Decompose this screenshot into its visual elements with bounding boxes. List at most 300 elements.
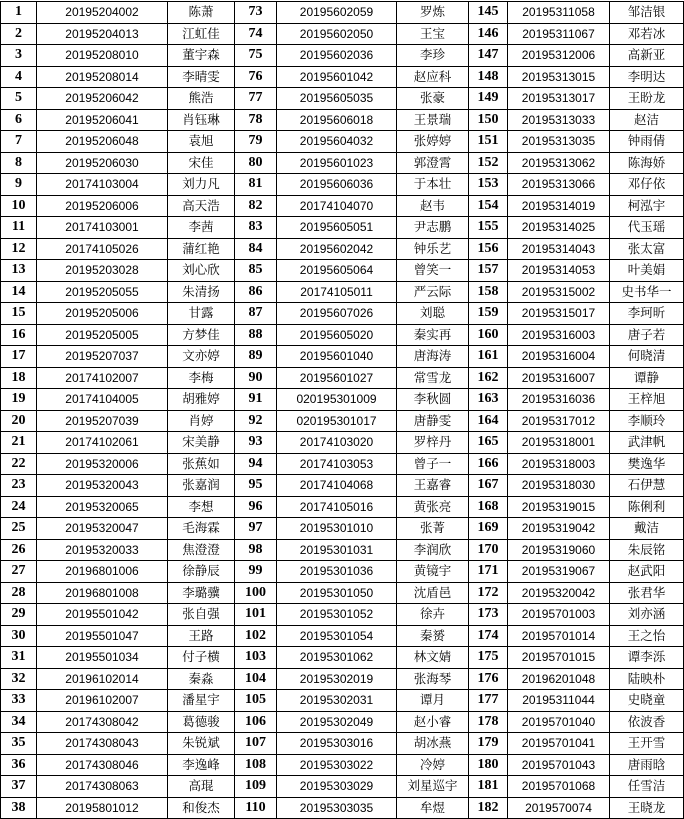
student-id: 20195320033 — [37, 539, 168, 561]
student-id: 20195501042 — [37, 604, 168, 626]
row-number: 179 — [469, 733, 508, 755]
student-name: 刘聪 — [397, 303, 469, 325]
student-id: 20195311044 — [508, 690, 610, 712]
student-id: 20174103053 — [277, 453, 397, 475]
table-row — [1, 410, 684, 432]
row-number: 155 — [469, 217, 508, 239]
student-id: 20195301062 — [277, 647, 397, 669]
student-name: 秦赟 — [397, 625, 469, 647]
row-number: 148 — [469, 66, 508, 88]
student-name: 史书华一 — [610, 281, 684, 303]
table-row — [1, 45, 684, 67]
table-row — [1, 733, 684, 755]
table-row — [1, 346, 684, 368]
student-id: 20195206048 — [37, 131, 168, 153]
student-id: 20195205005 — [37, 324, 168, 346]
table-row — [1, 539, 684, 561]
table-row — [1, 66, 684, 88]
student-id: 20195319042 — [508, 518, 610, 540]
row-number: 160 — [469, 324, 508, 346]
student-name: 李逸峰 — [168, 754, 235, 776]
table-row — [1, 260, 684, 282]
row-number: 28 — [1, 582, 37, 604]
student-id: 20195602036 — [277, 45, 397, 67]
student-id: 20195301052 — [277, 604, 397, 626]
row-number: 8 — [1, 152, 37, 174]
row-number: 84 — [235, 238, 277, 260]
student-name: 钟雨倩 — [610, 131, 684, 153]
student-name: 唐静雯 — [397, 410, 469, 432]
row-number: 10 — [1, 195, 37, 217]
student-id: 20195203028 — [37, 260, 168, 282]
table-row — [1, 604, 684, 626]
row-number: 162 — [469, 367, 508, 389]
table-row — [1, 174, 684, 196]
student-id: 20195320065 — [37, 496, 168, 518]
student-id: 20195318001 — [508, 432, 610, 454]
row-number: 147 — [469, 45, 508, 67]
student-id: 20174103020 — [277, 432, 397, 454]
student-name: 张嘉润 — [168, 475, 235, 497]
row-number: 12 — [1, 238, 37, 260]
student-name: 袁旭 — [168, 131, 235, 153]
student-name: 黄张亮 — [397, 496, 469, 518]
row-number: 172 — [469, 582, 508, 604]
row-number: 6 — [1, 109, 37, 131]
row-number: 166 — [469, 453, 508, 475]
row-number: 159 — [469, 303, 508, 325]
student-name: 唐子若 — [610, 324, 684, 346]
student-name: 高新亚 — [610, 45, 684, 67]
student-name: 胡冰燕 — [397, 733, 469, 755]
student-id: 20196801008 — [37, 582, 168, 604]
student-id: 20195319067 — [508, 561, 610, 583]
student-name: 王嘉睿 — [397, 475, 469, 497]
row-number: 153 — [469, 174, 508, 196]
student-id: 20195602059 — [277, 2, 397, 24]
row-number: 30 — [1, 625, 37, 647]
student-name: 王梓旭 — [610, 389, 684, 411]
table-row — [1, 131, 684, 153]
row-number: 176 — [469, 668, 508, 690]
student-id: 20195313062 — [508, 152, 610, 174]
student-id: 20195313035 — [508, 131, 610, 153]
row-number: 109 — [235, 776, 277, 798]
student-name: 宋美静 — [168, 432, 235, 454]
student-id: 20195319060 — [508, 539, 610, 561]
student-name: 谭月 — [397, 690, 469, 712]
student-id: 20174105011 — [277, 281, 397, 303]
student-name: 王晓龙 — [610, 797, 684, 819]
student-name: 徐静辰 — [168, 561, 235, 583]
student-name: 冷婷 — [397, 754, 469, 776]
table-row — [1, 303, 684, 325]
student-id: 20195207037 — [37, 346, 168, 368]
student-name: 王景瑞 — [397, 109, 469, 131]
student-name: 曾笑一 — [397, 260, 469, 282]
student-id: 20195701041 — [508, 733, 610, 755]
student-name: 严云际 — [397, 281, 469, 303]
row-number: 31 — [1, 647, 37, 669]
student-id: 20174102061 — [37, 432, 168, 454]
student-name: 刘亦涵 — [610, 604, 684, 626]
row-number: 156 — [469, 238, 508, 260]
row-number: 24 — [1, 496, 37, 518]
row-number: 38 — [1, 797, 37, 819]
row-number: 181 — [469, 776, 508, 798]
student-name: 代玉瑶 — [610, 217, 684, 239]
table-row — [1, 23, 684, 45]
student-name: 李珂昕 — [610, 303, 684, 325]
student-name: 谭李泺 — [610, 647, 684, 669]
table-row — [1, 281, 684, 303]
student-id: 20174308042 — [37, 711, 168, 733]
student-id: 20195205006 — [37, 303, 168, 325]
student-id: 20195605035 — [277, 88, 397, 110]
student-name: 沈盾邑 — [397, 582, 469, 604]
row-number: 3 — [1, 45, 37, 67]
student-name: 王路 — [168, 625, 235, 647]
student-id: 20195301050 — [277, 582, 397, 604]
student-name: 李秋圆 — [397, 389, 469, 411]
table-row — [1, 496, 684, 518]
student-id: 20195311067 — [508, 23, 610, 45]
row-number: 90 — [235, 367, 277, 389]
row-number: 74 — [235, 23, 277, 45]
student-name: 王宝 — [397, 23, 469, 45]
student-name: 李润欣 — [397, 539, 469, 561]
student-id: 20195315017 — [508, 303, 610, 325]
table-row — [1, 217, 684, 239]
student-id: 20195316003 — [508, 324, 610, 346]
student-name: 张婷婷 — [397, 131, 469, 153]
student-name: 李顺玲 — [610, 410, 684, 432]
row-number: 77 — [235, 88, 277, 110]
student-name: 武津帆 — [610, 432, 684, 454]
student-name: 李明达 — [610, 66, 684, 88]
row-number: 165 — [469, 432, 508, 454]
student-id: 20195314025 — [508, 217, 610, 239]
student-name: 罗炼 — [397, 2, 469, 24]
student-id: 20195314019 — [508, 195, 610, 217]
row-number: 20 — [1, 410, 37, 432]
student-id: 20195701014 — [508, 625, 610, 647]
student-name: 朱辰铭 — [610, 539, 684, 561]
student-id: 20195312006 — [508, 45, 610, 67]
student-name: 肖婷 — [168, 410, 235, 432]
student-id: 20195601027 — [277, 367, 397, 389]
student-id: 20195206041 — [37, 109, 168, 131]
row-number: 87 — [235, 303, 277, 325]
row-number: 36 — [1, 754, 37, 776]
student-id: 20195316007 — [508, 367, 610, 389]
table-row — [1, 453, 684, 475]
student-id: 20174104005 — [37, 389, 168, 411]
student-name: 曾子一 — [397, 453, 469, 475]
row-number: 93 — [235, 432, 277, 454]
table-row — [1, 754, 684, 776]
student-name: 张豪 — [397, 88, 469, 110]
table-row — [1, 88, 684, 110]
student-name: 陈俐利 — [610, 496, 684, 518]
student-name: 陈海娇 — [610, 152, 684, 174]
row-number: 178 — [469, 711, 508, 733]
student-name: 赵小睿 — [397, 711, 469, 733]
student-id: 20195318003 — [508, 453, 610, 475]
student-id: 20195311058 — [508, 2, 610, 24]
row-number: 164 — [469, 410, 508, 432]
student-id: 20195313033 — [508, 109, 610, 131]
student-id: 20174103004 — [37, 174, 168, 196]
student-id: 20195602050 — [277, 23, 397, 45]
student-name: 王之怡 — [610, 625, 684, 647]
row-number: 78 — [235, 109, 277, 131]
table-row — [1, 389, 684, 411]
row-number: 13 — [1, 260, 37, 282]
student-roster-table — [0, 1, 684, 819]
student-name: 戴洁 — [610, 518, 684, 540]
student-id: 20195301031 — [277, 539, 397, 561]
student-name: 刘力凡 — [168, 174, 235, 196]
row-number: 171 — [469, 561, 508, 583]
student-id: 20195606018 — [277, 109, 397, 131]
student-id: 20195320043 — [37, 475, 168, 497]
row-number: 107 — [235, 733, 277, 755]
student-name: 徐卉 — [397, 604, 469, 626]
student-name: 史晓童 — [610, 690, 684, 712]
student-name: 张太富 — [610, 238, 684, 260]
student-id: 20195801012 — [37, 797, 168, 819]
student-name: 邹洁银 — [610, 2, 684, 24]
row-number: 79 — [235, 131, 277, 153]
table-row — [1, 518, 684, 540]
row-number: 152 — [469, 152, 508, 174]
row-number: 106 — [235, 711, 277, 733]
row-number: 25 — [1, 518, 37, 540]
student-name: 高天浩 — [168, 195, 235, 217]
student-name: 陆映朴 — [610, 668, 684, 690]
student-name: 葛德骏 — [168, 711, 235, 733]
table-row — [1, 561, 684, 583]
row-number: 180 — [469, 754, 508, 776]
student-name: 李想 — [168, 496, 235, 518]
row-number: 157 — [469, 260, 508, 282]
student-id: 20174308063 — [37, 776, 168, 798]
row-number: 149 — [469, 88, 508, 110]
student-id: 20195316004 — [508, 346, 610, 368]
student-name: 江虹佳 — [168, 23, 235, 45]
student-id: 20195204002 — [37, 2, 168, 24]
student-name: 黄镜宇 — [397, 561, 469, 583]
student-id: 20174105026 — [37, 238, 168, 260]
student-name: 邓仔依 — [610, 174, 684, 196]
student-name: 唐海涛 — [397, 346, 469, 368]
table-row — [1, 432, 684, 454]
student-id: 20195313066 — [508, 174, 610, 196]
table-row — [1, 2, 684, 24]
row-number: 103 — [235, 647, 277, 669]
student-name: 柯泓宇 — [610, 195, 684, 217]
student-name: 赵武阳 — [610, 561, 684, 583]
student-id: 20195318030 — [508, 475, 610, 497]
student-name: 刘星巡宇 — [397, 776, 469, 798]
student-id: 20195302031 — [277, 690, 397, 712]
row-number: 16 — [1, 324, 37, 346]
student-id: 20195206030 — [37, 152, 168, 174]
row-number: 146 — [469, 23, 508, 45]
row-number: 92 — [235, 410, 277, 432]
row-number: 175 — [469, 647, 508, 669]
student-id: 20195313015 — [508, 66, 610, 88]
student-name: 高琨 — [168, 776, 235, 798]
row-number: 145 — [469, 2, 508, 24]
row-number: 158 — [469, 281, 508, 303]
student-name: 陈萧 — [168, 2, 235, 24]
student-name: 叶美娟 — [610, 260, 684, 282]
student-id: 20195313017 — [508, 88, 610, 110]
student-name: 毛海霖 — [168, 518, 235, 540]
row-number: 173 — [469, 604, 508, 626]
row-number: 9 — [1, 174, 37, 196]
student-id: 20195607026 — [277, 303, 397, 325]
student-name: 林文婧 — [397, 647, 469, 669]
student-id: 20195301036 — [277, 561, 397, 583]
student-id: 20195605020 — [277, 324, 397, 346]
student-name: 钟乐艺 — [397, 238, 469, 260]
student-name: 李璐骥 — [168, 582, 235, 604]
student-id: 20195301010 — [277, 518, 397, 540]
student-name: 唐雨晗 — [610, 754, 684, 776]
student-name: 张海琴 — [397, 668, 469, 690]
student-name: 甘露 — [168, 303, 235, 325]
student-name: 任雪洁 — [610, 776, 684, 798]
row-number: 37 — [1, 776, 37, 798]
row-number: 88 — [235, 324, 277, 346]
student-id: 20195205055 — [37, 281, 168, 303]
student-id: 20195606036 — [277, 174, 397, 196]
student-name: 肖钰琳 — [168, 109, 235, 131]
student-id: 020195301017 — [277, 410, 397, 432]
row-number: 96 — [235, 496, 277, 518]
student-name: 赵洁 — [610, 109, 684, 131]
row-number: 32 — [1, 668, 37, 690]
student-name: 张自强 — [168, 604, 235, 626]
student-name: 赵韦 — [397, 195, 469, 217]
row-number: 2 — [1, 23, 37, 45]
student-name: 罗梓丹 — [397, 432, 469, 454]
student-name: 依波香 — [610, 711, 684, 733]
table-row — [1, 797, 684, 819]
student-name: 赵应科 — [397, 66, 469, 88]
row-number: 97 — [235, 518, 277, 540]
row-number: 76 — [235, 66, 277, 88]
student-id: 20195701003 — [508, 604, 610, 626]
student-id: 20195206042 — [37, 88, 168, 110]
student-id: 20195303035 — [277, 797, 397, 819]
table-row — [1, 109, 684, 131]
student-id: 20195208014 — [37, 66, 168, 88]
student-name: 张蕉如 — [168, 453, 235, 475]
table-row — [1, 690, 684, 712]
student-id: 20195605064 — [277, 260, 397, 282]
row-number: 80 — [235, 152, 277, 174]
student-id: 20195501034 — [37, 647, 168, 669]
student-id: 20195303016 — [277, 733, 397, 755]
student-id: 020195301009 — [277, 389, 397, 411]
student-id: 20195319015 — [508, 496, 610, 518]
student-id: 20195314043 — [508, 238, 610, 260]
row-number: 170 — [469, 539, 508, 561]
row-number: 154 — [469, 195, 508, 217]
student-id: 20174308043 — [37, 733, 168, 755]
row-number: 81 — [235, 174, 277, 196]
student-id: 20174104068 — [277, 475, 397, 497]
student-name: 王盼龙 — [610, 88, 684, 110]
row-number: 168 — [469, 496, 508, 518]
student-name: 朱锐斌 — [168, 733, 235, 755]
table-row — [1, 152, 684, 174]
row-number: 26 — [1, 539, 37, 561]
student-id: 20195204013 — [37, 23, 168, 45]
row-number: 182 — [469, 797, 508, 819]
row-number: 95 — [235, 475, 277, 497]
table-row — [1, 647, 684, 669]
student-id: 20195320006 — [37, 453, 168, 475]
student-name: 董宇森 — [168, 45, 235, 67]
student-name: 刘心欣 — [168, 260, 235, 282]
student-id: 20195601042 — [277, 66, 397, 88]
student-id: 20174104070 — [277, 195, 397, 217]
row-number: 94 — [235, 453, 277, 475]
student-name: 胡雅婷 — [168, 389, 235, 411]
student-name: 张菁 — [397, 518, 469, 540]
student-name: 樊逸华 — [610, 453, 684, 475]
row-number: 101 — [235, 604, 277, 626]
student-name: 石伊慧 — [610, 475, 684, 497]
student-id: 20195320042 — [508, 582, 610, 604]
table-row — [1, 238, 684, 260]
row-number: 110 — [235, 797, 277, 819]
table-row — [1, 776, 684, 798]
student-id: 20195601023 — [277, 152, 397, 174]
student-name: 宋佳 — [168, 152, 235, 174]
student-name: 常雪龙 — [397, 367, 469, 389]
row-number: 23 — [1, 475, 37, 497]
row-number: 83 — [235, 217, 277, 239]
student-id: 20195602042 — [277, 238, 397, 260]
student-name: 李茜 — [168, 217, 235, 239]
row-number: 91 — [235, 389, 277, 411]
student-id: 20196801006 — [37, 561, 168, 583]
student-id: 20195207039 — [37, 410, 168, 432]
row-number: 161 — [469, 346, 508, 368]
row-number: 105 — [235, 690, 277, 712]
student-id: 20195601040 — [277, 346, 397, 368]
student-name: 方梦佳 — [168, 324, 235, 346]
row-number: 151 — [469, 131, 508, 153]
student-name: 张君华 — [610, 582, 684, 604]
student-id: 20196102007 — [37, 690, 168, 712]
student-id: 20196102014 — [37, 668, 168, 690]
row-number: 100 — [235, 582, 277, 604]
student-name: 何晓清 — [610, 346, 684, 368]
student-name: 李梅 — [168, 367, 235, 389]
row-number: 86 — [235, 281, 277, 303]
student-id: 20195302019 — [277, 668, 397, 690]
row-number: 1 — [1, 2, 37, 24]
table-row — [1, 668, 684, 690]
table-row — [1, 324, 684, 346]
